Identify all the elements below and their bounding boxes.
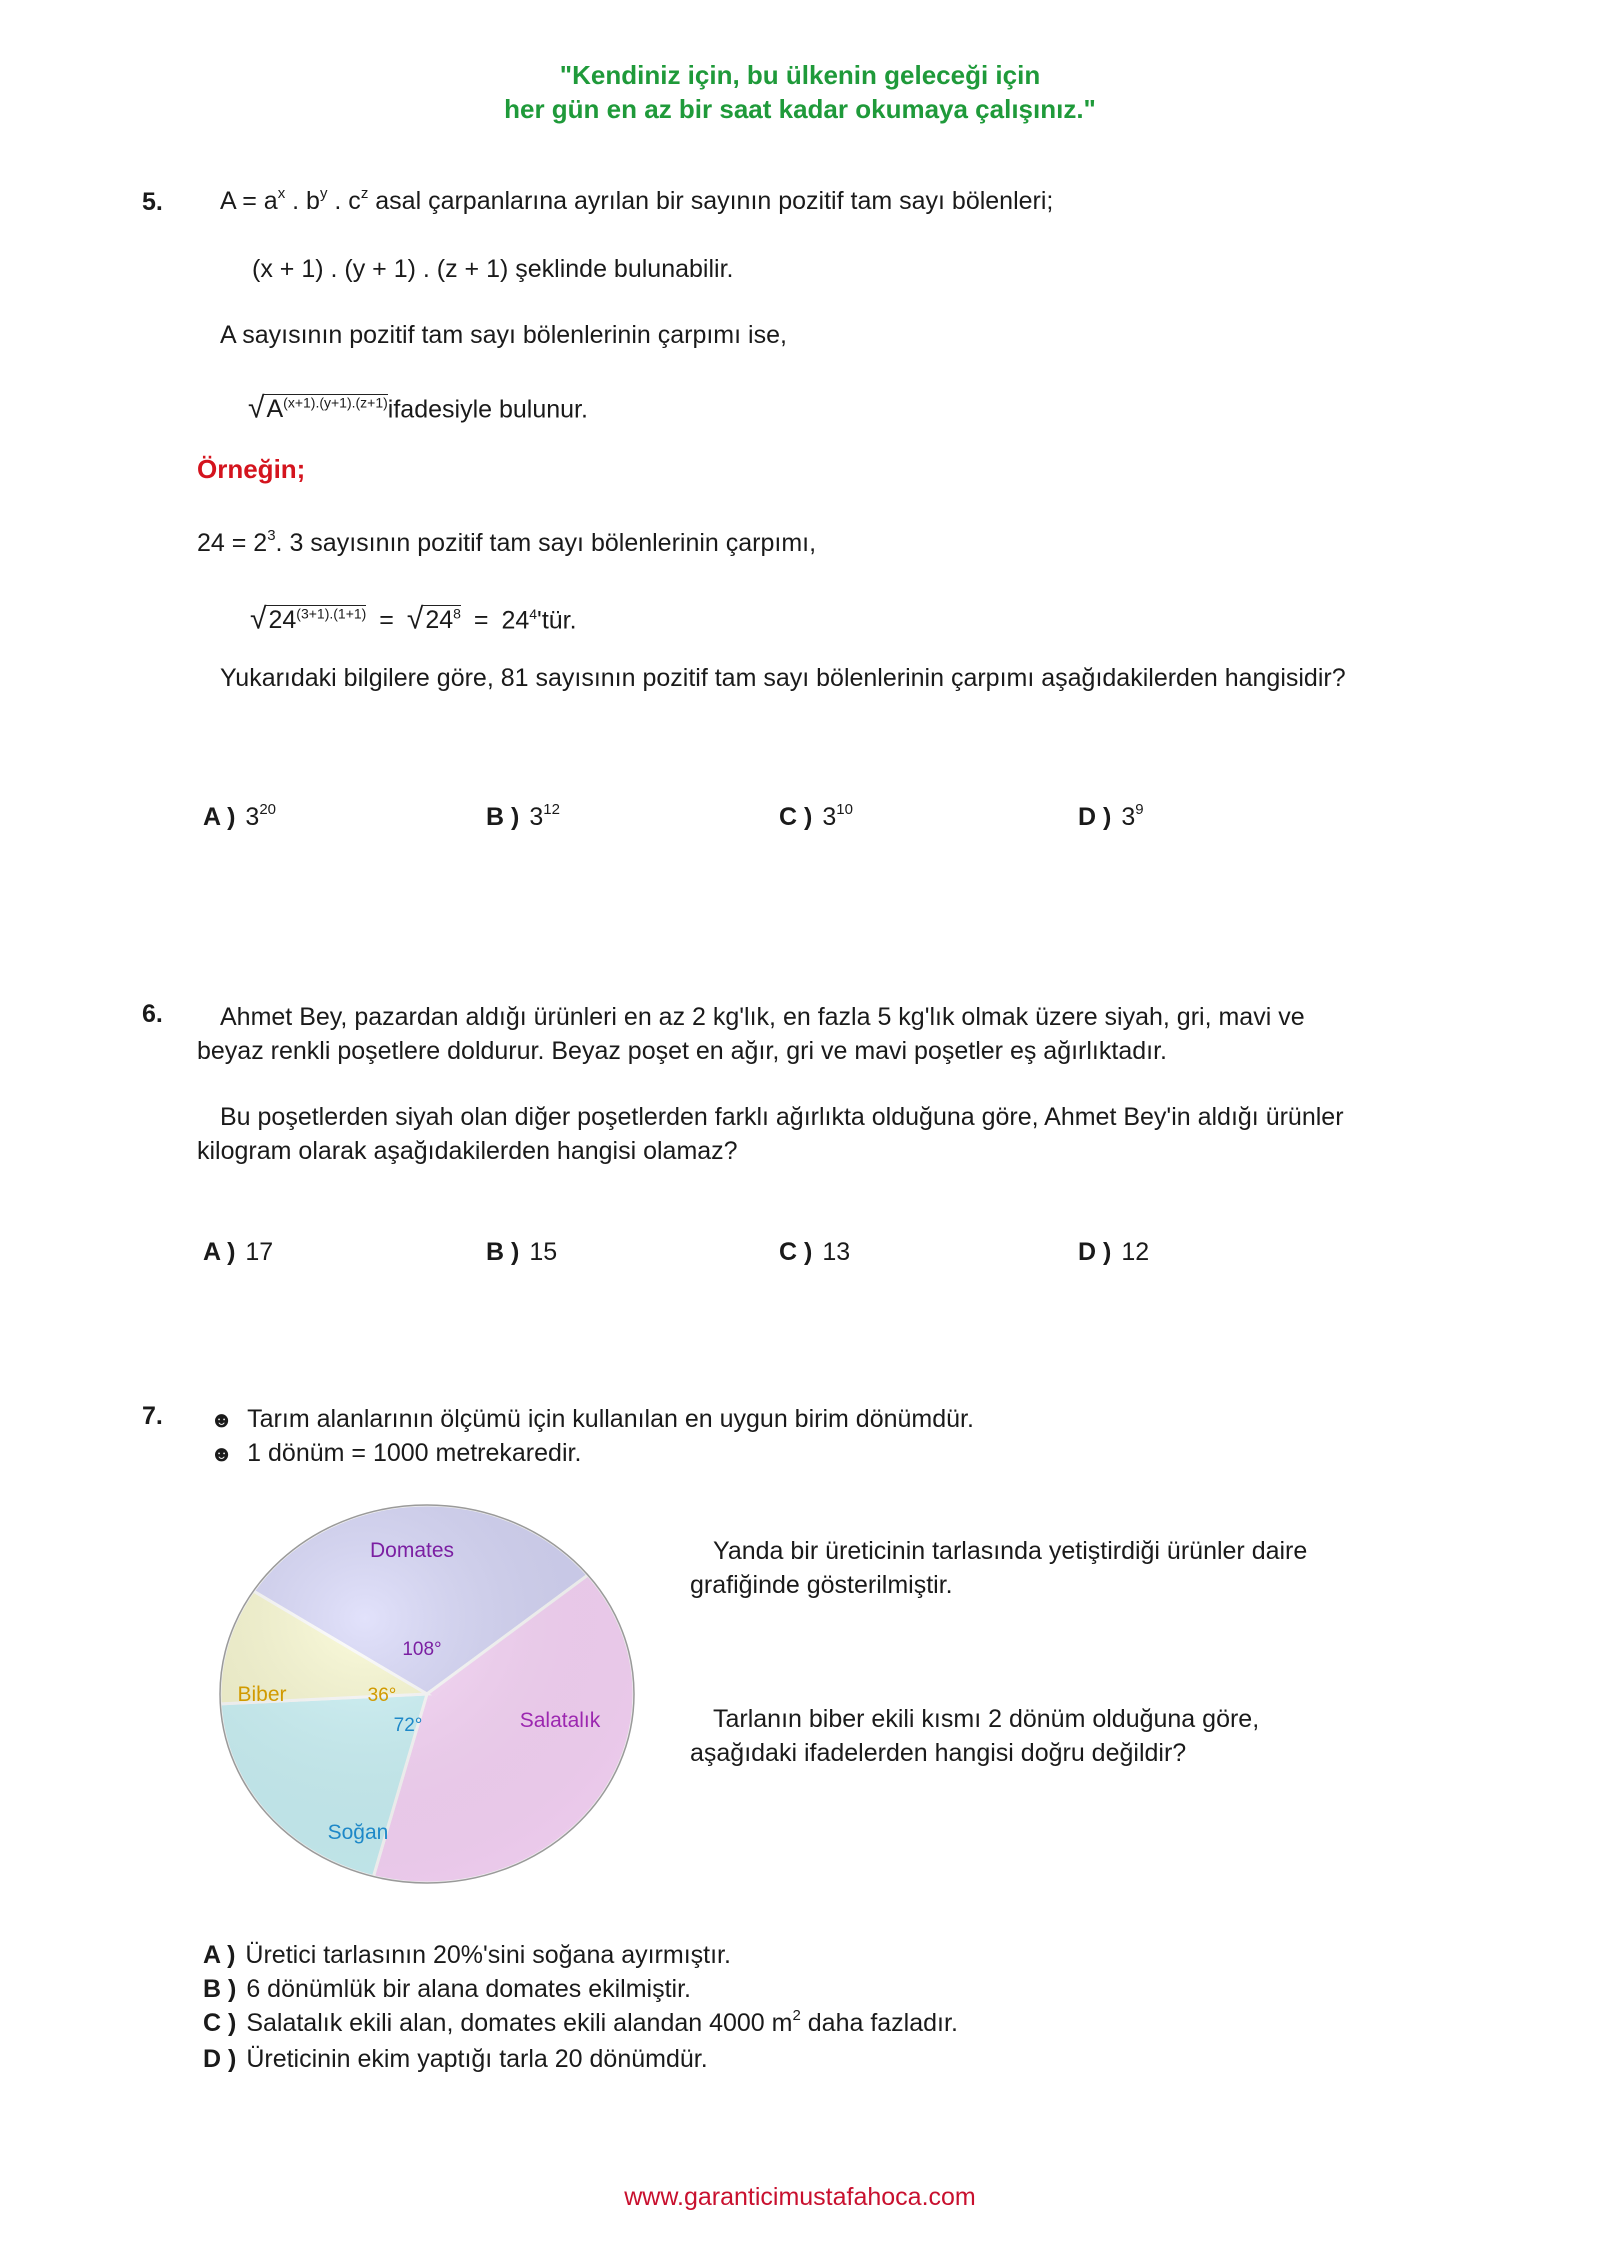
q5-line-3: A sayısının pozitif tam sayı bölenlerinin çarpımı ise,: [220, 321, 787, 349]
pie-label-biber: Biber: [237, 1683, 287, 1706]
pie-label-soğan: Soğan: [327, 1821, 389, 1844]
q7-option-b[interactable]: B ) 6 dönümlük bir alana domates ekilmiştir.: [203, 1975, 691, 2003]
pie-label-domates: Domates: [369, 1539, 455, 1562]
motto-line-2: her gün en az bir saat kadar okumaya çalışınız.": [504, 94, 1096, 124]
pie-angle-label-soğan: 72°: [393, 1715, 423, 1736]
q7-option-a[interactable]: A ) Üretici tarlasının 20%'sini soğana ayırmıştır.: [203, 1941, 731, 1969]
q5-option-d[interactable]: D ) $3^9$: [1078, 800, 1144, 831]
pie-angle-label-domates: 108°: [402, 1639, 442, 1660]
q6-option-c[interactable]: C ) 13: [779, 1238, 851, 1266]
q6-option-a[interactable]: A ) 17: [203, 1238, 274, 1266]
q5-option-c[interactable]: C ) $3^{10}$: [779, 800, 853, 831]
footer-url[interactable]: www.garanticimustafahoca.com: [624, 2183, 976, 2211]
q5-example-line: $24 = 2^3$. 3 sayısının pozitif tam sayı bölenlerinin çarpımı,: [197, 526, 817, 557]
q5-example-formula: $√24^{(3+1).(1+1)} = √24^8$ = $24^4'tür$.: [250, 602, 577, 636]
smiley-bullet-icon: ☻: [210, 1407, 234, 1432]
q6-paragraph-1: Ahmet Bey, pazardan aldığı ürünleri en az 2 kg'lık, en fazla 5 kg'lık olmak üzere siyah, gri, mavi ve beyaz renkli poşetlere doldurur. Beyaz poşet en ağır, gri ve mavi poşetler eş ağırlıktadır.: [197, 1003, 1305, 1065]
q7-option-c[interactable]: C ) Salatalık ekili alan, domates ekili alandan 4000 $m^2$ daha fazladır.: [203, 2006, 958, 2037]
q7-description-1: Yanda bir üreticinin tarlasında yetiştirdiği ürünler daire grafiğinde gösterilmiştir.: [690, 1537, 1308, 1599]
q6-paragraph-2: Bu poşetlerden siyah olan diğer poşetlerden farklı ağırlıkta olduğuna göre, Ahmet Bey'in aldığı ürünler kilogram olarak aşağıdakilerden hangisi olamaz?: [197, 1103, 1344, 1165]
q7-option-d[interactable]: D ) Üreticinin ekim yaptığı tarla 20 dönümdür.: [203, 2045, 708, 2073]
q5-line-2: (x + 1) . (y + 1) . (z + 1) şeklinde bulunabilir.: [252, 255, 734, 283]
question-5-number: 5.: [142, 188, 163, 216]
smiley-bullet-icon: ☻: [210, 1441, 234, 1466]
q6-option-d[interactable]: D ) 12: [1078, 1238, 1150, 1266]
q7-description-2: Tarlanın biber ekili kısmı 2 dönüm olduğuna göre, aşağıdaki ifadelerden hangisi doğru değildir?: [690, 1705, 1260, 1767]
motto-line-1: "Kendiniz için, bu ülkenin geleceği için: [559, 60, 1041, 90]
q5-line-1: $A = a^x$ . $b^y$ . $c^z$ asal çarpanlarına ayrılan bir sayının pozitif tam sayı bölenleri;: [220, 184, 1054, 215]
pie-angle-label-biber: 36°: [367, 1685, 397, 1706]
q5-option-a[interactable]: A ) $3^{20}$: [203, 800, 276, 831]
pie-chart: [210, 1495, 650, 1895]
q7-bullet-1: ☻ Tarım alanlarının ölçümü için kullanılan en uygun birim dönümdür.: [210, 1405, 974, 1433]
q5-question: Yukarıdaki bilgilere göre, 81 sayısının pozitif tam sayı bölenlerinin çarpımı aşağıdakilerden hangisidir?: [220, 664, 1346, 692]
pie-label-salatalık: Salatalık: [519, 1709, 601, 1732]
question-7-number: 7.: [142, 1402, 163, 1430]
q7-bullet-2: ☻ 1 dönüm = 1000 metrekaredir.: [210, 1439, 582, 1467]
q5-general-formula: $√A^{(x+1).(y+1).(z+1)}ifadesiyle$ bulunur.: [248, 391, 588, 425]
q6-option-b[interactable]: B ) 15: [486, 1238, 558, 1266]
example-label: Örneğin;: [197, 454, 306, 484]
question-6-number: 6.: [142, 1000, 163, 1028]
q5-option-b[interactable]: B ) $3^{12}$: [486, 800, 560, 831]
